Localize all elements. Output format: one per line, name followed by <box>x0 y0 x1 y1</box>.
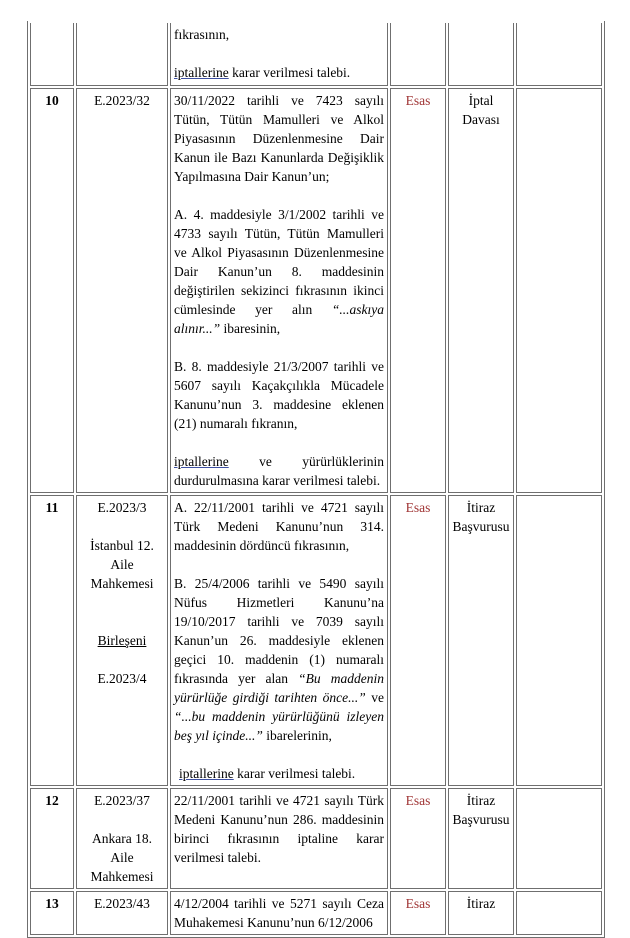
case-number-line <box>80 810 164 829</box>
description-paragraph <box>174 574 384 745</box>
description-text: ibaresinin, <box>220 321 281 336</box>
description-paragraph <box>174 63 384 82</box>
description-paragraph <box>174 452 384 490</box>
notes-cell <box>516 891 602 935</box>
description-paragraph <box>174 791 384 867</box>
quoted-phrase: “...askıya alınır...” <box>174 302 384 336</box>
row-number-cell: 10 <box>30 88 74 493</box>
description-text: fıkrasının, <box>174 27 230 42</box>
case-number-cell <box>76 23 168 86</box>
description-text: B. 25/4/2006 tarihli ve 5490 sayılı Nüfus Hizmetleri Kanunu’na 19/10/2017 tarihli ve 7039 sayılı Kanun’un 26. maddesiyle eklenen geçici 10. maddenin (1) numaralı fıkrasında yer alan <box>174 576 384 686</box>
notes-cell <box>516 788 602 889</box>
table-row <box>30 891 602 935</box>
status-cell: Esas <box>390 788 446 889</box>
description-paragraph <box>174 764 384 783</box>
table-row <box>30 23 602 86</box>
notes-cell <box>516 23 602 86</box>
description-text: A. 22/11/2001 tarihli ve 4721 sayılı Türk Medeni Kanunu’nun 314. maddesinin dördüncü fıkrasının, <box>174 500 384 553</box>
court-agenda-table-body <box>30 23 602 935</box>
case-number-cell <box>76 788 168 889</box>
case-number-line: Aile <box>110 557 134 572</box>
row-number-cell: 13 <box>30 891 74 935</box>
case-description-cell <box>170 891 388 935</box>
row-number-cell: 11 <box>30 495 74 786</box>
description-text: B. 8. maddesiyle 21/3/2007 tarihli ve 5607 sayılı Kaçakçılıkla Mücadele Kanunu’nun 3. maddesine eklenen (21) numaralı fıkranın, <box>174 359 384 431</box>
case-number-line: E.2023/43 <box>94 896 150 911</box>
case-number-line: E.2023/37 <box>94 793 150 808</box>
case-number-line: E.2023/3 <box>97 500 147 515</box>
description-text: A. 4. maddesiyle 3/1/2002 tarihli ve 4733 sayılı Tütün, Tütün Mamulleri ve Alkol Piyasasının Düzenlenmesine Dair Kanun’un 8. maddesinin değiştirilen sekizinci fıkrasının ikinci cümlesinde yer alın <box>174 207 384 317</box>
description-paragraph <box>174 894 384 932</box>
application-type-cell: İptal Davası <box>448 88 514 493</box>
description-text: 4/12/2004 tarihli ve 5271 sayılı Ceza Muhakemesi Kanunu’nun 6/12/2006 <box>174 896 384 930</box>
status-cell <box>390 23 446 86</box>
description-paragraph <box>174 357 384 433</box>
description-text: ibarelerinin, <box>262 728 332 743</box>
table-row <box>30 788 602 889</box>
description-paragraph <box>174 498 384 555</box>
description-paragraph <box>174 91 384 186</box>
row-number-cell: 12 <box>30 788 74 889</box>
description-text: ve <box>365 690 384 705</box>
case-description-cell <box>170 88 388 493</box>
case-number-line: Mahkemesi <box>90 576 154 591</box>
status-cell: Esas <box>390 891 446 935</box>
application-type-cell <box>448 23 514 86</box>
case-number-line <box>80 517 164 536</box>
case-number-line: Birleşeni <box>97 633 147 648</box>
quoted-phrase: “Bu maddenin yürürlüğe girdiği tarihten önce...” <box>174 671 385 705</box>
application-type-cell: İtiraz Başvurusu <box>448 495 514 786</box>
case-description-cell <box>170 23 388 86</box>
description-paragraph <box>174 205 384 338</box>
case-number-cell <box>76 891 168 935</box>
case-number-line: Ankara 18. Aile <box>92 831 152 865</box>
description-text: 30/11/2022 tarihli ve 7423 sayılı Tütün, Tütün Mamulleri ve Alkol Piyasasının Düzenlenmesine Dair Kanun ile Bazı Kanunlarda Değişiklik Yapılmasına Dair Kanun’un; <box>174 93 384 184</box>
description-text: ve yürürlüklerinin durdurulmasına karar verilmesi talebi. <box>174 454 384 488</box>
iptal-link[interactable]: iptallerine <box>174 454 229 469</box>
case-description-cell <box>170 495 388 786</box>
table-row <box>30 88 602 493</box>
case-number-line: E.2023/32 <box>94 93 150 108</box>
notes-cell <box>516 495 602 786</box>
case-number-cell <box>76 495 168 786</box>
case-number-line <box>80 612 164 631</box>
description-paragraph <box>174 25 384 44</box>
table-row <box>30 495 602 786</box>
description-text: karar verilmesi talebi. <box>228 65 351 80</box>
iptal-link[interactable]: iptallerine <box>174 65 229 80</box>
case-description-cell <box>170 788 388 889</box>
case-number-line: İstanbul 12. <box>90 538 154 553</box>
quoted-phrase: “...bu maddenin yürürlüğünü izleyen beş yıl içinde...” <box>174 709 384 743</box>
application-type-cell: İtiraz <box>448 891 514 935</box>
court-agenda-table <box>27 21 605 938</box>
case-number-line <box>80 650 164 669</box>
description-text: 22/11/2001 tarihli ve 4721 sayılı Türk Medeni Kanunu’nun 286. maddesinin birinci fıkrasının iptaline karar verilmesi talebi. <box>174 793 384 865</box>
case-number-line <box>80 593 164 612</box>
status-cell: Esas <box>390 495 446 786</box>
description-text: karar verilmesi talebi. <box>233 766 356 781</box>
case-number-cell <box>76 88 168 493</box>
status-cell: Esas <box>390 88 446 493</box>
case-number-line: E.2023/4 <box>97 671 147 686</box>
notes-cell <box>516 88 602 493</box>
iptal-link[interactable]: iptallerine <box>179 766 234 781</box>
case-number-line: Mahkemesi <box>90 869 154 884</box>
row-number-cell <box>30 23 74 86</box>
application-type-cell: İtiraz Başvurusu <box>448 788 514 889</box>
